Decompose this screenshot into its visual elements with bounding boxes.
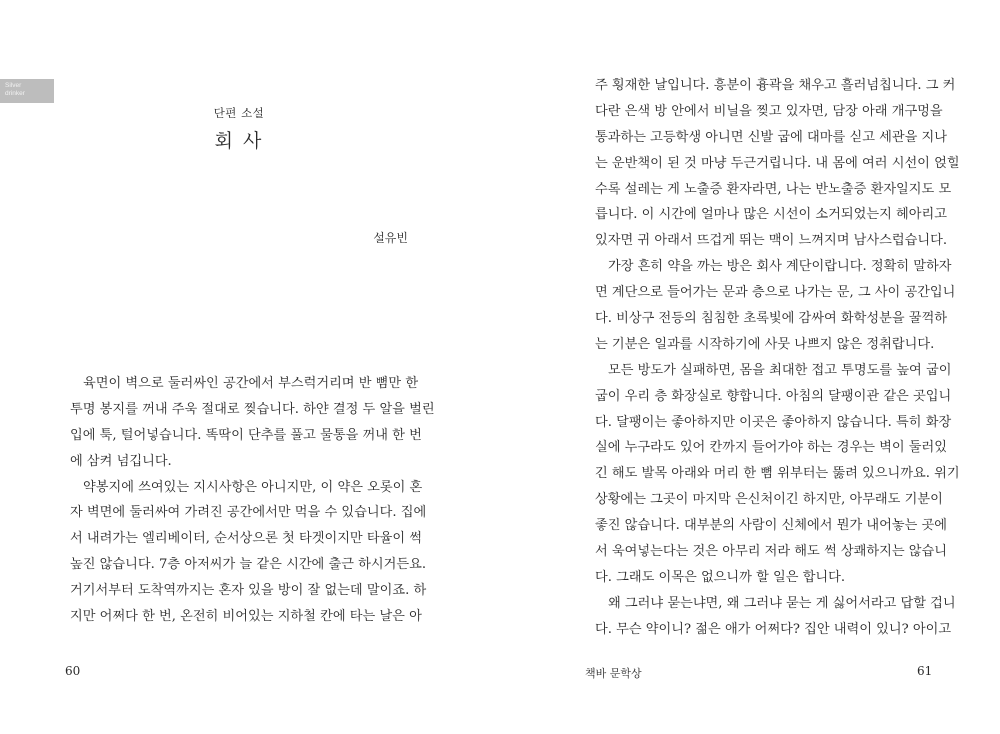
text-line: 통과하는 고등학생 아니면 신발 굽에 대마를 싣고 세관을 지나 <box>595 129 948 145</box>
text-line: 서 욱여넣는다는 것은 아무리 저라 해도 썩 상쾌하지는 않습니 <box>595 544 948 560</box>
text-line: 다. 달팽이는 좋아하지만 이곳은 좋아하지 않습니다. 특히 화장 <box>595 414 952 430</box>
page-number-right: 61 <box>917 664 933 678</box>
text-line: 주 횡재한 날입니다. 흥분이 흉곽을 채우고 흘러넘칩니다. 그 커 <box>595 78 956 93</box>
section-tab <box>0 79 54 103</box>
text-line: 있자면 귀 아래서 뜨겁게 뛰는 맥이 느껴지며 남사스럽습니다. <box>595 233 948 249</box>
right-page <box>500 0 1000 734</box>
page-number-left: 60 <box>65 664 81 678</box>
text-line: 릅니다. 이 시간에 얼마나 많은 시선이 소거되었는지 헤아리고 <box>595 207 948 223</box>
text-line: 수록 설레는 게 노출증 환자라면, 나는 반노출증 환자일지도 모 <box>595 181 952 197</box>
right-body-text <box>595 73 960 643</box>
text-line: 는 기분은 일과를 시작하기에 사뭇 나쁘지 않은 정취랍니다. <box>595 336 935 352</box>
text-line: 긴 해도 발목 아래와 머리 한 뼘 위부터는 뚫려 있으니까요. 위기 <box>595 466 960 482</box>
text-line: 가장 흔히 약을 까는 방은 회사 계단이랍니다. 정확히 말하자 <box>608 259 952 275</box>
text-line: 에 삼켜 넘깁니다. <box>70 453 172 469</box>
text-line: 자 벽면에 둘러싸여 가려진 공간에서만 먹을 수 있습니다. 집에 <box>70 505 427 521</box>
text-line: 서 내려가는 엘리베이터, 순서상으론 첫 타겟이지만 타율이 썩 <box>70 531 423 547</box>
text-line: 투명 봉지를 꺼내 주욱 절대로 찢습니다. 하얀 결정 두 알을 벌린 <box>70 401 435 417</box>
text-line: 다란 은색 방 안에서 비닐을 찢고 있자면, 담장 아래 개구멍을 <box>595 103 943 119</box>
text-line: 상황에는 그곳이 마지막 은신처이긴 하지만, 아무래도 기분이 <box>595 492 943 508</box>
text-line: 다. 무슨 약이니? 젊은 애가 어쩌다? 집안 내력이 있니? 아이고 <box>595 621 952 637</box>
text-line: 거기서부터 도착역까지는 혼자 있을 방이 잘 없는데 말이죠. 하 <box>70 583 427 599</box>
text-line: 입에 툭, 털어넣습니다. 똑딱이 단추를 풀고 물통을 꺼내 한 번 <box>70 427 422 443</box>
left-body-text <box>70 371 435 630</box>
text-line: 다. 그래도 이목은 없으니까 할 일은 합니다. <box>595 569 846 585</box>
story-author: 설유빈 <box>373 231 408 245</box>
section-tab-line2: drinker <box>5 90 25 97</box>
text-line: 좋진 않습니다. 대부분의 사람이 신체에서 뭔가 내어놓는 곳에 <box>595 518 948 534</box>
text-line: 약봉지에 쓰여있는 지시사항은 아니지만, 이 약은 오롯이 혼 <box>83 479 423 495</box>
text-line: 는 운반책이 된 것 마냥 두근거립니다. 내 몸에 여러 시선이 얹힐 <box>595 155 960 171</box>
story-kicker: 단편 소설 <box>213 106 265 120</box>
text-line: 왜 그러냐 묻는냐면, 왜 그러냐 묻는 게 싫어서라고 답할 겁니 <box>608 595 956 611</box>
text-line: 실에 누구라도 있어 칸까지 들어가야 하는 경우는 벽이 둘러있 <box>595 440 948 456</box>
running-title: 책바 문학상 <box>585 667 642 680</box>
text-line: 굽이 우리 층 화장실로 향합니다. 아침의 달팽이관 같은 곳입니 <box>595 388 952 404</box>
story-title: 회 사 <box>214 130 264 152</box>
text-line: 높진 않습니다. 7층 아저씨가 늘 같은 시간에 출근 하시거든요. <box>70 557 427 573</box>
text-line: 면 계단으로 들어가는 문과 층으로 나가는 문, 그 사이 공간입니 <box>595 285 956 301</box>
text-line: 육면이 벽으로 둘러싸인 공간에서 부스럭거리며 반 뼘만 한 <box>83 376 419 391</box>
section-tab-line1: Silver <box>5 82 22 89</box>
text-line: 다. 비상구 전등의 침침한 초록빛에 감싸여 화학성분을 꿀꺽하 <box>595 311 948 327</box>
text-line: 모든 방도가 실패하면, 몸을 최대한 접고 투명도를 높여 굽이 <box>608 362 952 378</box>
text-line: 지만 어쩌다 한 번, 온전히 비어있는 지하철 칸에 타는 날은 아 <box>70 609 422 625</box>
